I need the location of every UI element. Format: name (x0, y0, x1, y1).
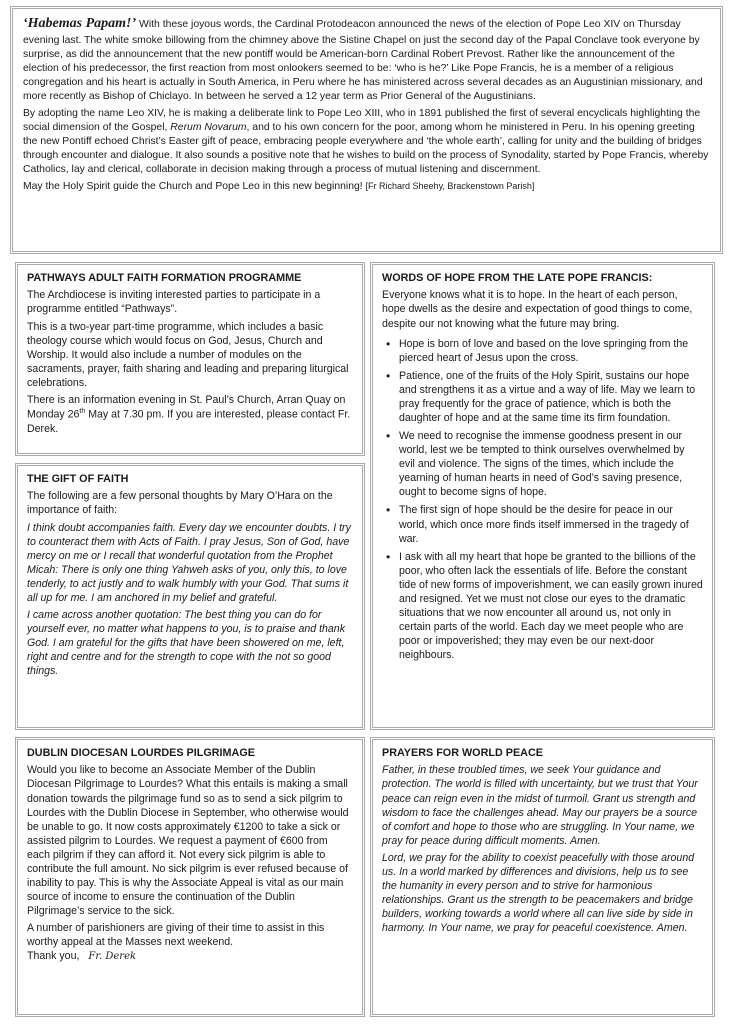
list-item: • The first sign of hope should be the desire for peace in our world, which once more finds itself immersed in the tragedy of war. (382, 503, 703, 545)
closing-text: May the Holy Spirit guide the Church and Pope Leo in this new beginning! (23, 181, 363, 193)
paragraph-text: The Archdiocese is inviting interested parties to participate in a programme entitled “Pathways”. (27, 289, 321, 316)
quotation-text: I came across another quotation: The best thing you can do for yourself ever, no matter what happens to you, is to praise and thank God. I am grateful for the gifts that have been showered on me, left, right and centre and for the strength to cope with the not so good things. (27, 608, 345, 678)
paragraph-text: With these joyous words, the Cardinal Protodeacon announced the news of the election of Pope Leo XIV on Thursday evening last. The white smoke billowing from the chimney above the Sistine Chapel on just the second day of the Papal Conclave took everyone by surprise, as did the announcement that the new pontiff would be American-born Cardinal Robert Prevost. Rather like the announcement of the election of his predecessor, the first reaction from most onlookers seemed to be: ‘who is he?’ Like Pope Francis, he is a member of a religious congregation and his heart is actually in South America, in Peru where he has ministered across several decades as an Augustinian missionary, and more recently as Bishop of Chiclayo. In between he served a 12 year term as Prior General of the Augustinians. (23, 19, 703, 103)
papal-election-article (10, 6, 723, 254)
ordinal-suffix: th (79, 407, 86, 415)
gift-of-faith-notice (15, 463, 365, 730)
signature: Fr. Derek (88, 951, 137, 963)
prayer-text: Lord, we pray for the ability to coexist peacefully with those around us. In a world marked by differences and divisions, help us to see the humanity in every person and to strive for harmonious relationships. Grant us the strength to be peacemakers and bridge builders, working towards a world where all can live side by side in harmony. In Your name, we pray for peaceful coexistence. Amen. (382, 851, 695, 935)
info-evening-text (27, 393, 353, 436)
quotation-text: I think doubt accompanies faith. Every day we encounter doubts. I try to counteract them with Acts of Faith. I pray Jesus, Son of God, have mercy on me or I recall that wonderful quotation from the Prophet Micah: There is only one thing Yahweh asks of you, only this, to love tenderly, to act justly and to walk humbly with your God. That sums it all up for me. I am anchored in my belief and grateful. (27, 521, 351, 604)
paragraph-text: May at 7.30 pm. If you are interested, please contact Fr. Derek. (27, 408, 351, 435)
paragraph-text: Would you like to become an Associate Member of the Dublin Diocesan Pilgrimage to Lourdes? What this entails is making a small donation towards the pilgrimage fund so as to send a sick pilgrim to Lourdes with the Dublin Diocese in September, who otherwise would be unable to go. It now costs approximately €1200 to take a sick or assisted pilgrim to Lourdes. We request a payment of €600 from each pilgrim if they can afford it. Not every sick pilgrim is able to contribute the full amount. No sick pilgrim is ever refused because of inability to pay. This is why the Associate Appeal is vital as our main source of income to ensure the continuation of the Dublin Pilgrimage’s service to the sick. (27, 764, 349, 918)
prayers-for-peace-notice (370, 737, 715, 1017)
section-heading: PRAYERS FOR WORLD PEACE (382, 747, 543, 759)
hope-bullet-list (382, 337, 703, 663)
section-heading: PATHWAYS ADULT FAITH FORMATION PROGRAMME (27, 272, 302, 284)
article-closing (23, 180, 710, 194)
article-paragraph (23, 15, 710, 104)
list-item: • I ask with all my heart that hope be granted to the billions of the poor, who often lack the essentials of life. Before the constant tide of new forms of impoverishment, we can easily grown inured and resigned. Yet we must not close our eyes to the dramatic situations that we now encounter all around us, not only in certain parts of the world. Each day we meet people who are poor or impoverished; they may even be our next-door neighbours. (382, 550, 703, 663)
list-item: • We need to recognise the immense goodness present in our world, lest we be tempted to think ourselves overwhelmed by evil and violence. The signs of the times, which include the yearning of human hearts in need of God’s saving presence, ought to become signs of hope. (382, 429, 703, 499)
pathways-notice (15, 262, 365, 456)
list-item: • Hope is born of love and based on the love springing from the pierced heart of Jesus upon the cross. (382, 337, 703, 365)
prayer-text: Father, in these troubled times, we seek Your guidance and protection. The world is filled with uncertainty, but we trust that Your peace can reign even in the midst of turmoil. Grant us strength and wisdom to face the challenges ahead. May our prayers be a source of comfort and hope to those who are struggling. In Your name, we pray for peace during difficult moments. Amen. (382, 764, 698, 847)
habemus-papam-heading: ‘Habemas Papam!’ (23, 16, 137, 31)
paragraph-text: , and to his own concern for the poor, among whom he ministered in Peru. In his opening greeting the new Pontiff echoed Christ’s Easter gift of peace, embracing people everywhere and ‘the whole earth’, calling for unity and the building of bridges through encounter and dialogue. It also sounds a positive note that he wishes to build on the process of Synodality, started by Pope Francis, whereby Catholics, lay and clerical, collaborate in decision making through a process of mutual listening and discernment. (23, 122, 709, 176)
section-heading: WORDS OF HOPE FROM THE LATE POPE FRANCIS: (382, 272, 653, 284)
paragraph-text: By adopting the name Leo XIV, he is making a deliberate link to Pope Leo XIII, who in 1891 published the first of several encyclicals highlighting the social dimension of the Gospel, (23, 108, 701, 134)
section-heading: DUBLIN DIOCESAN LOURDES PILGRIMAGE (27, 747, 255, 759)
section-heading: THE GIFT OF FAITH (27, 473, 129, 485)
words-of-hope-notice (370, 262, 715, 730)
list-item: • Patience, one of the fruits of the Holy Spirit, sustains our hope and strengthens it as a virtue and a way of life. May we learn to pray frequently for the grace of patience, which is both the daughter of hope and at the same time its firm foundation. (382, 369, 703, 425)
paragraph-text: The following are a few personal thoughts by Mary O’Hara on the importance of faith: (27, 490, 333, 517)
article-paragraph (23, 107, 710, 177)
paragraph-text: This is a two-year part-time programme, which includes a basic theology course which would focus on God, Jesus, Church and Worship. It would also include a number of modules on the sacraments, prayer, faith sharing and leading and preparing liturgical celebrations. (27, 320, 349, 389)
sign-off (27, 949, 353, 963)
encyclical-title: Rerum Novarum (170, 122, 247, 134)
paragraph-text: Everyone knows what it is to hope. In the heart of each person, hope dwells as the desire and expectation of good things to come, despite our not knowing what the future may bring. (382, 289, 693, 330)
lourdes-pilgrimage-notice (15, 737, 365, 1017)
thanks-text: Thank you, (27, 950, 80, 963)
paragraph-text: A number of parishioners are giving of their time to assist in this worthy appeal at the Masses next weekend. (27, 922, 325, 949)
paragraph-text: There is an information evening in St. Paul’s Church, Arran Quay on Monday 26 (27, 393, 346, 421)
author-credit: [Fr Richard Sheehy, Brackenstown Parish] (365, 181, 535, 192)
